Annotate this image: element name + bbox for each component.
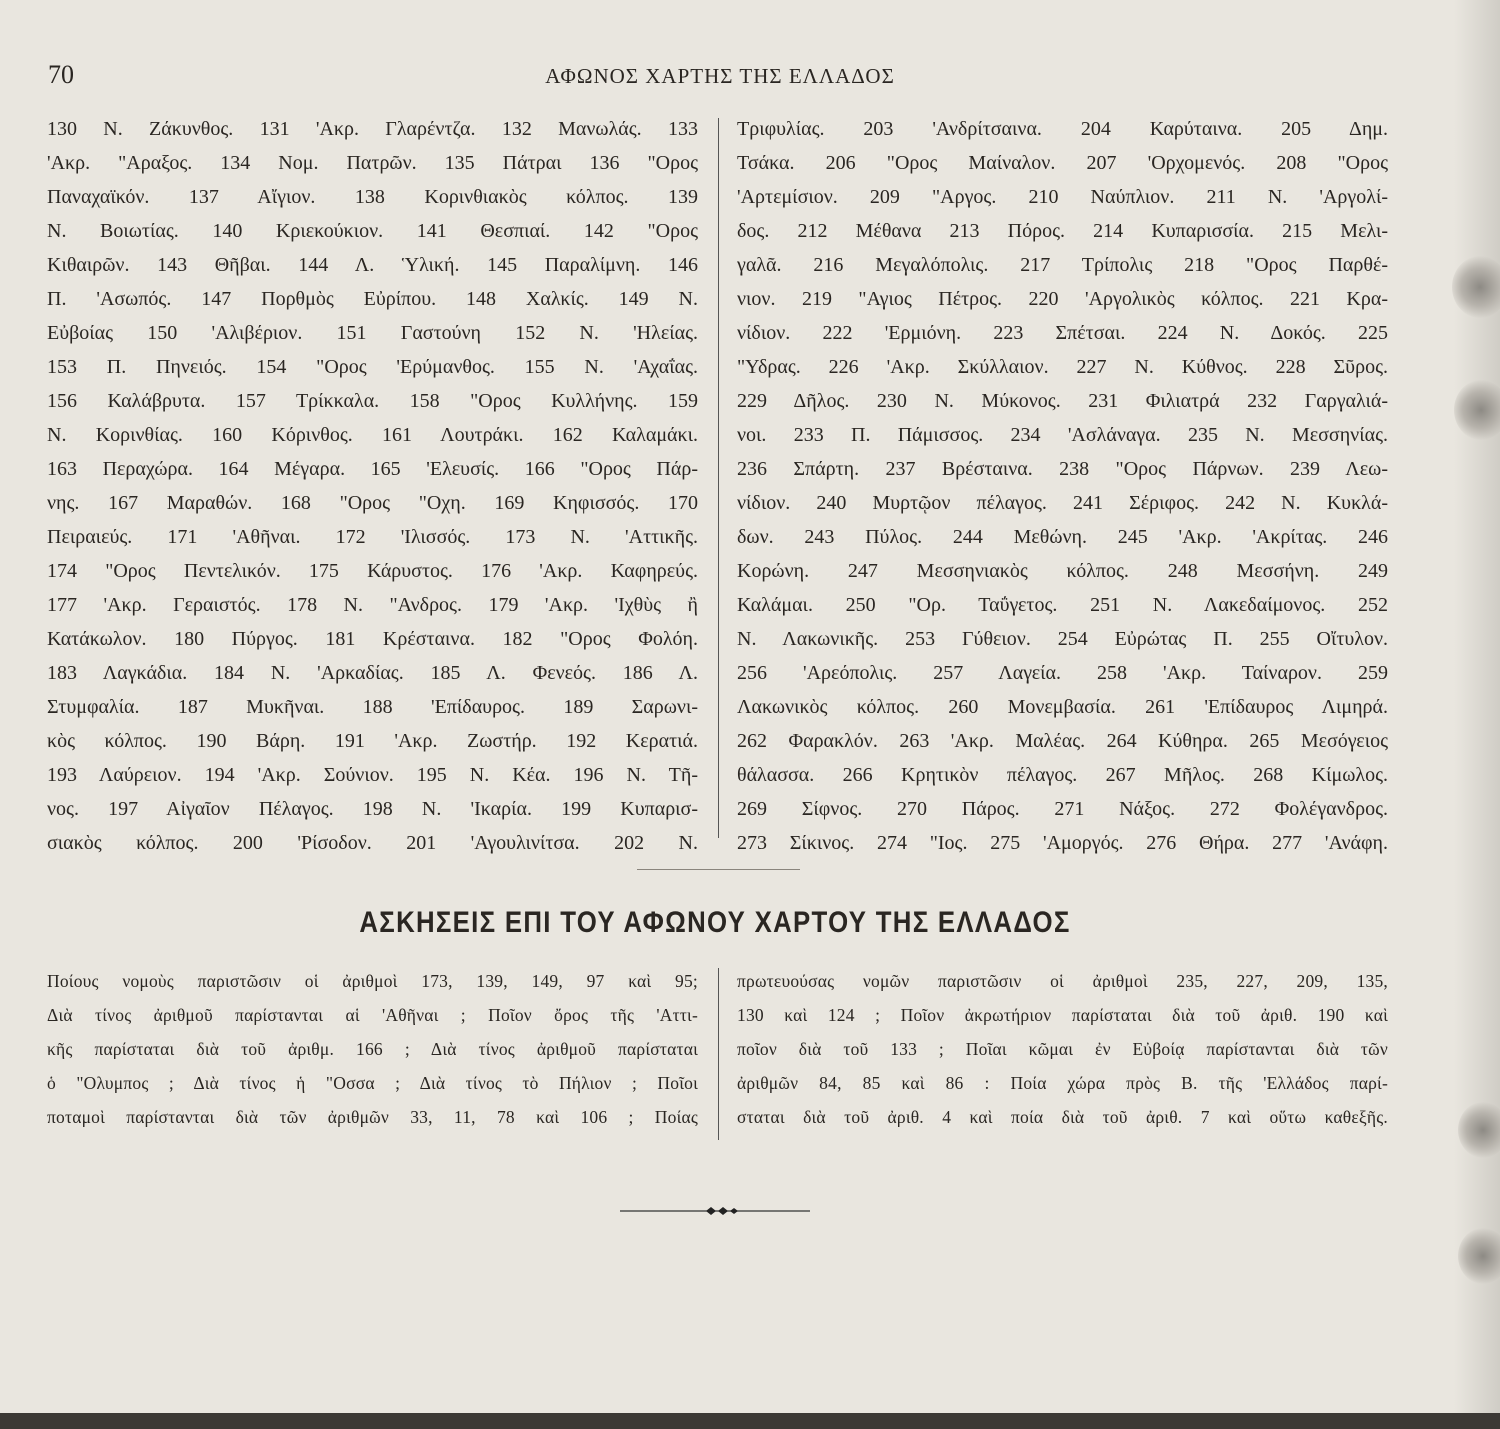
exercises-left-column — [47, 964, 698, 1134]
exercise-line: ἀριθμῶν 84, 85 καὶ 86 : Ποία χώρα πρὸς Β. τῆς 'Ελλάδος παρί- — [737, 1073, 1388, 1093]
index-line: νίδιον. 240 Μυρτῷον πέλαγος. 241 Σέριφος. 242 Ν. Κυκλά- — [737, 492, 1388, 514]
index-line: Κατάκωλον. 180 Πύργος. 181 Κρέσταινα. 182 "Ορος Φολόη. — [47, 628, 698, 650]
index-line: "Υδρας. 226 'Ακρ. Σκύλλαιον. 227 Ν. Κύθνος. 228 Σῦρος. — [737, 356, 1388, 378]
page-number: 70 — [48, 60, 74, 89]
index-line: δος. 212 Μέθανα 213 Πόρος. 214 Κυπαρισσία. 215 Μελι- — [737, 220, 1388, 242]
index-line: Π. 'Ασωπός. 147 Πορθμὸς Εὐρίπου. 148 Χαλκίς. 149 Ν. — [47, 288, 698, 310]
index-line: 262 Φαρακλόν. 263 'Ακρ. Μαλέας. 264 Κύθηρα. 265 Μεσόγειος — [737, 730, 1388, 752]
index-line: θάλασσα. 266 Κρητικὸν πέλαγος. 267 Μῆλος. 268 Κίμωλος. — [737, 764, 1388, 786]
index-line: νίδιον. 222 'Ερμιόνη. 223 Σπέτσαι. 224 Ν. Δοκός. 225 — [737, 322, 1388, 344]
binding-hole — [1458, 1228, 1500, 1284]
index-line: Πειραιεύς. 171 'Αθῆναι. 172 'Ιλισσός. 173 Ν. 'Αττικῆς. — [47, 526, 698, 548]
index-line: Τριφυλίας. 203 'Ανδρίτσαινα. 204 Καρύταινα. 205 Δημ. — [737, 118, 1388, 140]
index-line: νης. 167 Μαραθών. 168 "Ορος "Οχη. 169 Κηφισσός. 170 — [47, 492, 698, 514]
index-line: 273 Σίκινος. 274 "Ιος. 275 'Αμοργός. 276 Θήρα. 277 'Ανάφη. — [737, 832, 1388, 854]
binding-hole — [1452, 256, 1500, 318]
index-line: νοι. 233 Π. Πάμισσος. 234 'Ασλάναγα. 235 Ν. Μεσσηνίας. — [737, 424, 1388, 446]
exercise-line: ποῖον διὰ τοῦ 133 ; Ποῖαι κῶμαι ἐν Εὐβοίᾳ παρίστανται διὰ τῶν — [737, 1039, 1388, 1059]
ornament-divider — [620, 1203, 810, 1219]
exercise-line: πρωτευούσας νομῶν παριστῶσιν οἱ ἀριθμοὶ 235, 227, 209, 135, — [737, 971, 1388, 991]
index-line: 236 Σπάρτη. 237 Βρέσταινα. 238 "Ορος Πάρνων. 239 Λεω- — [737, 458, 1388, 480]
index-line: σιακὸς κόλπος. 200 'Ρίσοδον. 201 'Αγουλινίτσα. 202 Ν. — [47, 832, 698, 854]
exercises-title: ΑΣΚΗΣΕΙΣ ΕΠΙ ΤΟΥ ΑΦΩΝΟΥ ΧΑΡΤΟΥ ΤΗΣ ΕΛΛΑΔΟΣ — [359, 906, 1071, 939]
exercise-line: ὁ "Ολυμπος ; Διὰ τίνος ἡ "Οσσα ; Διὰ τίνος τὸ Πήλιον ; Ποῖοι — [47, 1073, 698, 1093]
column-divider — [718, 968, 719, 1140]
page-edge-shadow — [1454, 0, 1500, 1413]
binding-hole — [1458, 1102, 1500, 1158]
exercise-line: κῆς παρίσταται διὰ τοῦ ἀριθμ. 166 ; Διὰ τίνος ἀριθμοῦ παρίσταται — [47, 1039, 698, 1059]
index-line: Ν. Βοιωτίας. 140 Κριεκούκιον. 141 Θεσπιαί. 142 "Ορος — [47, 220, 698, 242]
index-line: 269 Σίφνος. 270 Πάρος. 271 Νάξος. 272 Φολέγανδρος. — [737, 798, 1388, 820]
index-line: 'Ακρ. "Αραξος. 134 Νομ. Πατρῶν. 135 Πάτραι 136 "Ορος — [47, 152, 698, 174]
index-line: 177 'Ακρ. Γεραιστός. 178 Ν. "Ανδρος. 179 'Ακρ. 'Ιχθὺς ἢ — [47, 594, 698, 616]
exercises-right-column — [737, 964, 1388, 1134]
index-line: 256 'Αρεόπολις. 257 Λαγεία. 258 'Ακρ. Ταίναρον. 259 — [737, 662, 1388, 684]
index-line: Κορώνη. 247 Μεσσηνιακὸς κόλπος. 248 Μεσσήνη. 249 — [737, 560, 1388, 582]
exercise-line: Διὰ τίνος ἀριθμοῦ παρίστανται αἱ 'Αθῆναι ; Ποῖον ὄρος τῆς 'Αττι- — [47, 1005, 698, 1025]
index-line: νος. 197 Αἰγαῖον Πέλαγος. 198 Ν. 'Ικαρία. 199 Κυπαρισ- — [47, 798, 698, 820]
index-line: 193 Λαύρειον. 194 'Ακρ. Σούνιον. 195 Ν. Κέα. 196 Ν. Τῆ- — [47, 764, 698, 786]
index-left-column — [47, 112, 698, 860]
index-line: Ν. Κορινθίας. 160 Κόρινθος. 161 Λουτράκι. 162 Καλαμάκι. — [47, 424, 698, 446]
index-line: Παναχαϊκόν. 137 Αἴγιον. 138 Κορινθιακὸς κόλπος. 139 — [47, 186, 698, 208]
index-line: Εὐβοίας 150 'Αλιβέριον. 151 Γαστούνη 152 Ν. 'Ηλείας. — [47, 322, 698, 344]
index-line: 153 Π. Πηνειός. 154 "Ορος 'Ερύμανθος. 155 Ν. 'Αχαΐας. — [47, 356, 698, 378]
index-line: δων. 243 Πύλος. 244 Μεθώνη. 245 'Ακρ. 'Ακρίτας. 246 — [737, 526, 1388, 548]
index-line: νιον. 219 "Αγιος Πέτρος. 220 'Αργολικὸς κόλπος. 221 Κρα- — [737, 288, 1388, 310]
index-right-column — [737, 112, 1388, 860]
index-line: Στυμφαλία. 187 Μυκῆναι. 188 'Επίδαυρος. 189 Σαρωνι- — [47, 696, 698, 718]
index-line: 174 "Ορος Πεντελικόν. 175 Κάρυστος. 176 'Ακρ. Καφηρεύς. — [47, 560, 698, 582]
scan-bottom-edge — [0, 1413, 1500, 1429]
index-line: Λακωνικὸς κόλπος. 260 Μονεμβασία. 261 'Επίδαυρος Λιμηρά. — [737, 696, 1388, 718]
index-line: κὸς κόλπος. 190 Βάρη. 191 'Ακρ. Ζωστήρ. 192 Κερατιά. — [47, 730, 698, 752]
index-line: γαλᾶ. 216 Μεγαλόπολις. 217 Τρίπολις 218 "Ορος Παρθέ- — [737, 254, 1388, 276]
index-line: 183 Λαγκάδια. 184 Ν. 'Αρκαδίας. 185 Λ. Φενεός. 186 Λ. — [47, 662, 698, 684]
index-line: Κιθαιρῶν. 143 Θῆβαι. 144 Λ. Ὑλική. 145 Παραλίμνη. 146 — [47, 254, 698, 276]
exercise-line: σταται διὰ τοῦ ἀριθ. 4 καὶ ποία διὰ τοῦ ἀριθ. 7 καὶ οὕτω καθεξῆς. — [737, 1107, 1388, 1127]
binding-hole — [1454, 380, 1500, 440]
index-line: 130 Ν. Ζάκυνθος. 131 'Ακρ. Γλαρέντζα. 132 Μανωλάς. 133 — [47, 118, 698, 140]
exercise-line: 130 καὶ 124 ; Ποῖον ἀκρωτήριον παρίσταται διὰ τοῦ ἀριθ. 190 καὶ — [737, 1005, 1388, 1025]
section-separator — [637, 869, 800, 870]
index-line: 'Αρτεμίσιον. 209 "Αργος. 210 Ναύπλιον. 211 Ν. 'Αργολί- — [737, 186, 1388, 208]
exercise-line: Ποίους νομοὺς παριστῶσιν οἱ ἀριθμοὶ 173, 139, 149, 97 καὶ 95; — [47, 971, 698, 991]
index-line: 229 Δῆλος. 230 Ν. Μύκονος. 231 Φιλιατρά 232 Γαργαλιά- — [737, 390, 1388, 412]
index-line: Τσάκα. 206 "Ορος Μαίναλον. 207 'Ορχομενός. 208 "Ορος — [737, 152, 1388, 174]
index-line: 163 Περαχώρα. 164 Μέγαρα. 165 'Ελευσίς. 166 "Ορος Πάρ- — [47, 458, 698, 480]
exercise-line: ποταμοὶ παρίστανται διὰ τῶν ἀριθμῶν 33, 11, 78 καὶ 106 ; Ποίας — [47, 1107, 698, 1127]
running-title: ΑΦΩΝΟΣ ΧΑΡΤΗΣ ΤΗΣ ΕΛΛΑΔΟΣ — [545, 64, 895, 88]
column-divider — [718, 118, 719, 838]
index-line: Ν. Λακωνικῆς. 253 Γύθειον. 254 Εὐρώτας Π. 255 Οἴτυλον. — [737, 628, 1388, 650]
index-line: Καλάμαι. 250 "Ορ. Ταΰγετος. 251 Ν. Λακεδαίμονος. 252 — [737, 594, 1388, 616]
index-line: 156 Καλάβρυτα. 157 Τρίκκαλα. 158 "Ορος Κυλλήνης. 159 — [47, 390, 698, 412]
